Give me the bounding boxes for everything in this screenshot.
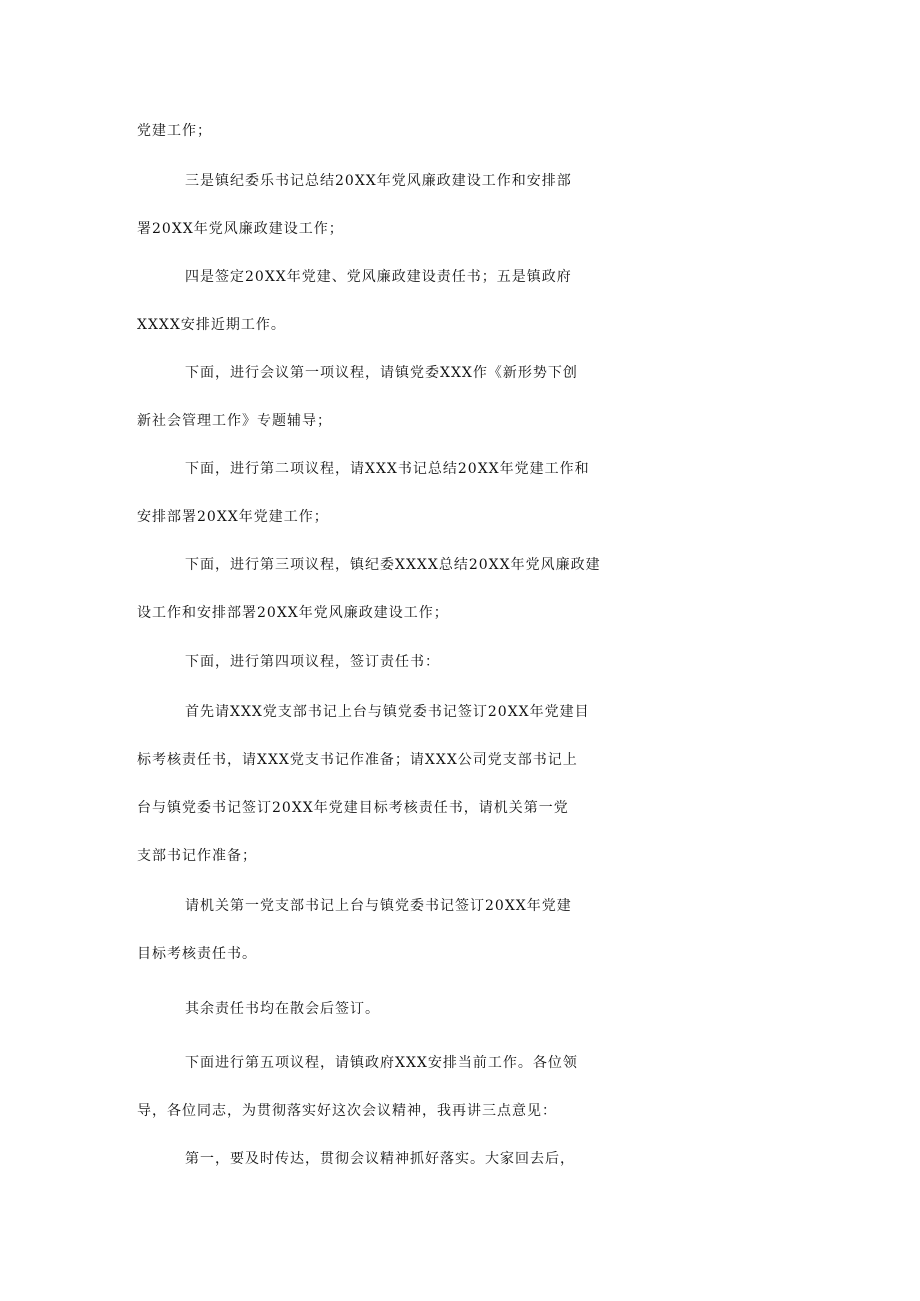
text-line: 安排部署20XX年党建工作； [137,509,329,525]
text-line: 四是签定20XX年党建、党风廉政建设责任书；五是镇政府 [185,269,572,285]
text-line: 第一，要及时传达，贯彻会议精神抓好落实。大家回去后， [185,1151,575,1167]
text-line: 党建工作； [137,123,212,139]
text-line: 下面进行第五项议程，请镇政府XXX安排当前工作。各位领 [185,1055,578,1071]
text-line: 台与镇党委书记签订20XX年党建目标考核责任书，请机关第一党 [137,800,569,816]
text-line: 下面，进行第四项议程，签订责任书： [185,654,440,670]
text-line: 首先请XXX党支部书记上台与镇党委书记签订20XX年党建目 [185,704,590,720]
text-line: 设工作和安排部署20XX年党风廉政建设工作； [137,605,449,621]
text-line: 署20XX年党风廉政建设工作； [137,221,344,237]
text-line: 导，各位同志，为贯彻落实好这次会议精神，我再讲三点意见： [137,1103,557,1119]
text-line: 目标考核责任书。 [137,946,257,962]
text-line: 下面，进行第二项议程，请XXX书记总结20XX年党建工作和 [185,461,590,477]
text-line: 其余责任书均在散会后签订。 [185,1001,380,1017]
text-line: 支部书记作准备； [137,848,257,864]
text-line: 下面，进行会议第一项议程，请镇党委XXX作《新形势下创 [185,365,578,381]
text-line: 新社会管理工作》专题辅导； [137,413,332,429]
text-line: 下面，进行第三项议程，镇纪委XXXX总结20XX年党风廉政建 [185,557,601,573]
text-line: 请机关第一党支部书记上台与镇党委书记签订20XX年党建 [185,898,572,914]
text-line: XXXX安排近期工作。 [137,317,286,333]
text-line: 三是镇纪委乐书记总结20XX年党风廉政建设工作和安排部 [185,173,572,189]
text-line: 标考核责任书，请XXX党支书记作准备；请XXX公司党支部书记上 [137,752,578,768]
